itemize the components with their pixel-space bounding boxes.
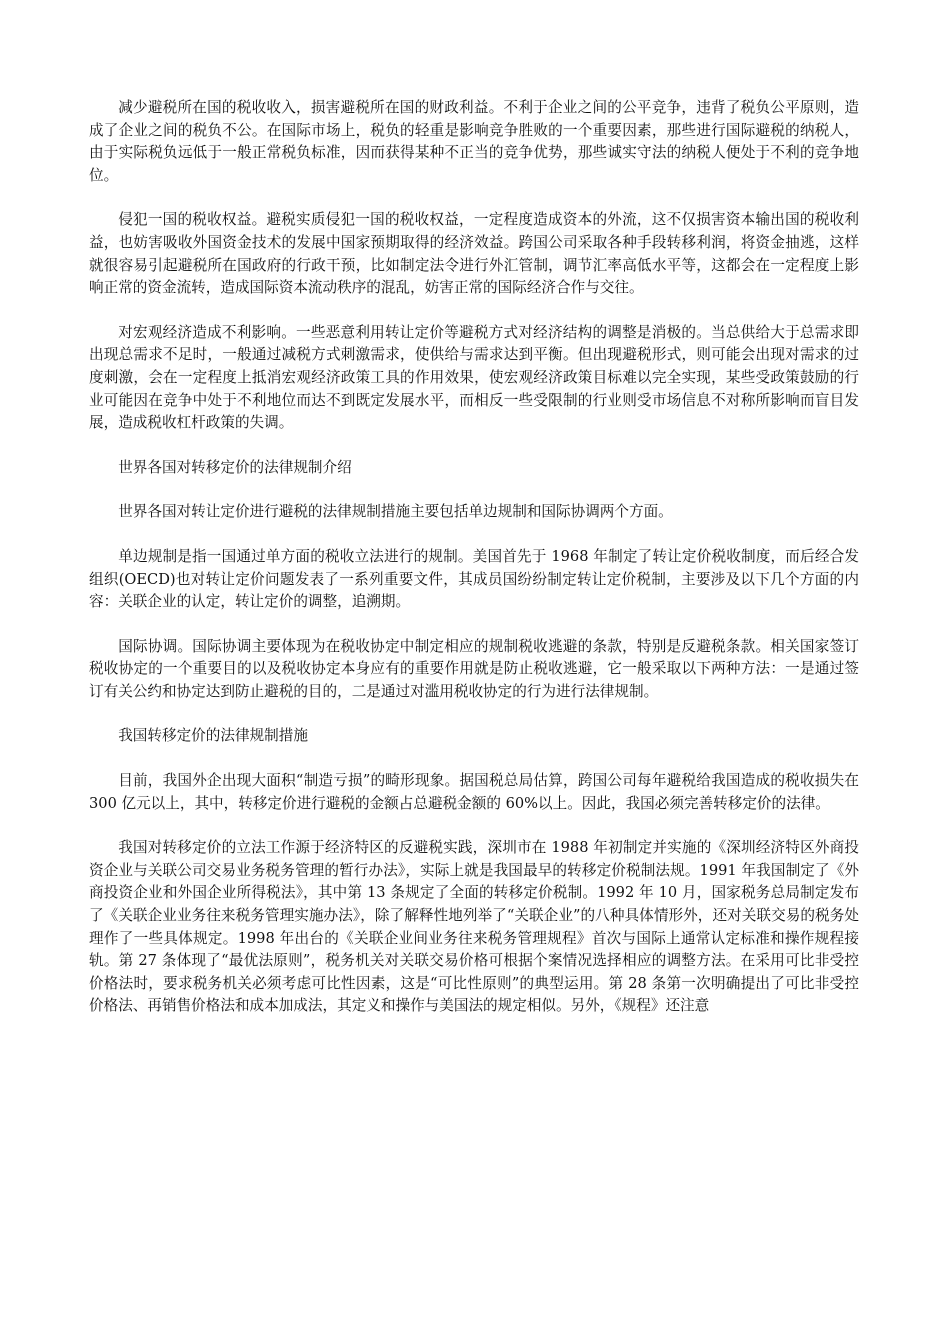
paragraph-regulation-overview: 世界各国对转让定价进行避税的法律规制措施主要包括单边规制和国际协调两个方面。: [118, 503, 673, 521]
paragraph-unilateral-regulation: 单边规制是指一国通过单方面的税收立法进行的规制。美国首先于 1968 年制定了转让定价税收制度，而后经合发组织(OECD)也对转让定价问题发表了一系列重要文件，其成员国纷纷制定转让定价税制，主要涉及以下几个方面的内容：关联企业的认定，转让定价的调整，追溯期。: [89, 547, 859, 611]
paragraph-current-situation: 目前，我国外企出现大面积“制造亏损”的畸形现象。据国税总局估算，跨国公司每年避税给我国造成的税收损失在 300 亿元以上，其中，转移定价进行避税的金额占总避税金额的 60%以上。因此，我国必须完善转移定价的法律。: [89, 772, 859, 812]
section-heading-world-regulation: 世界各国对转移定价的法律规制介绍: [118, 458, 352, 476]
paragraph-legislation-history: 我国对转移定价的立法工作源于经济特区的反避税实践，深圳市在 1988 年初制定并实施的《深圳经济特区外商投资企业与关联公司交易业务税务管理的暂行办法》，实际上就是我国最早的转移定价税制法规。1991 年我国制定了《外商投资企业和外国企业所得税法》，其中第 13 条规定了全面的转移定价税制。1992 年 10 月，国家税务总局制定发布了《关联企业业务往来税务管理实施办法》，除了解释性地列举了“关联企业”的八种具体情形外，还对关联交易的税务处理作了一些具体规定。1998 年出台的《关联企业间业务往来税务管理规程》首次与国际上通常认定标准和操作规程接轨。第 27 条体现了“最优法原则”，税务机关对关联交易价格可根据个案情况选择相应的调整方法。在采用可比非受控价格法时，要求税务机关必须考虑可比性因素，这是“可比性原则”的典型运用。第 28 条第一次明确提出了可比非受控价格法、再销售价格法和成本加成法，其定义和操作与美国法的规定相似。另外，《规程》还注意: [89, 839, 859, 1015]
paragraph-international-coordination: 国际协调。国际协调主要体现为在税收协定中制定相应的规制税收逃避的条款，特别是反避税条款。相关国家签订税收协定的一个重要目的以及税收协定本身应有的重要作用就是防止税收逃避，它一般采取以下两种方法：一是通过签订有关公约和协定达到防止避税的目的，二是通过对滥用税收协定的行为进行法律规制。: [89, 637, 859, 700]
document-page: [89, 97, 859, 1018]
section-heading-china-regulation: 我国转移定价的法律规制措施: [118, 727, 308, 745]
paragraph-tax-revenue-loss: 减少避税所在国的税收收入，损害避税所在国的财政利益。不利于企业之间的公平竞争，违背了税负公平原则，造成了企业之间的税负不公。在国际市场上，税负的轻重是影响竞争胜败的一个重要因素，那些进行国际避税的纳税人，由于实际税负远低于一般正常税负标准，因而获得某种不正当的竞争优势，那些诚实守法的纳税人便处于不利的竞争地位。: [89, 99, 859, 184]
paragraph-macro-economy: 对宏观经济造成不利影响。一些恶意利用转让定价等避税方式对经济结构的调整是消极的。当总供给大于总需求即出现总需求不足时，一般通过减税方式刺激需求，使供给与需求达到平衡。但出现避税形式，则可能会出现对需求的过度刺激，会在一定程度上抵消宏观经济政策工具的作用效果，使宏观经济政策目标难以完全实现，某些受政策鼓励的行业可能因在竞争中处于不利地位而达不到既定发展水平，而相反一些受限制的行业则受市场信息不对称所影响而盲目发展，造成税收杠杆政策的失调。: [89, 323, 859, 432]
paragraph-tax-rights: 侵犯一国的税收权益。避税实质侵犯一国的税收权益，一定程度造成资本的外流，这不仅损害资本输出国的税收利益，也妨害吸收外国资金技术的发展中国家预期取得的经济效益。跨国公司采取各种手段转移利润，将资金抽逃，这样就很容易引起避税所在国政府的行政干预，比如制定法令进行外汇管制，调节汇率高低水平等，这都会在一定程度上影响正常的资金流转，造成国际资本流动秩序的混乱，妨害正常的国际经济合作与交往。: [89, 211, 859, 297]
